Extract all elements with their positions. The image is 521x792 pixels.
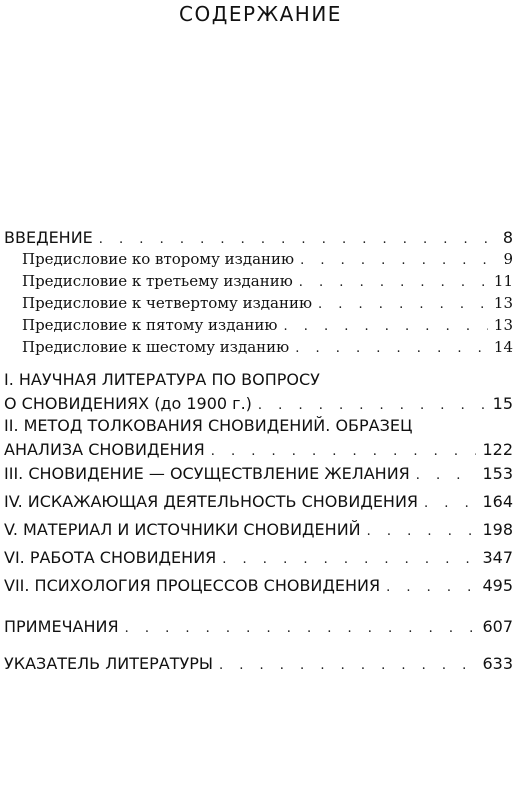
dot-leader <box>219 658 476 673</box>
toc-page-number: 9 <box>503 250 513 268</box>
toc-entry-label: ВВЕДЕНИЕ <box>4 228 93 247</box>
toc-entry-label: Предисловие к четвертому изданию <box>22 294 313 312</box>
toc-entry-chapter-4[interactable] <box>4 492 513 511</box>
toc-entry-label: III. СНОВИДЕНИЕ — ОСУЩЕСТВЛЕНИЕ ЖЕЛАНИЯ <box>4 464 410 483</box>
toc-entry-intro[interactable] <box>4 228 513 247</box>
page-title: СОДЕРЖАНИЕ <box>179 2 342 26</box>
toc-entry-chapter-2[interactable] <box>4 416 513 459</box>
toc-page-number: 122 <box>482 440 513 459</box>
toc-page-number: 15 <box>492 394 513 413</box>
toc-entry-label: Предисловие ко второму изданию <box>22 250 295 268</box>
toc-entry-label: Предисловие к пятому изданию <box>22 316 278 334</box>
dot-leader <box>318 297 488 312</box>
toc-page-number: 13 <box>493 294 513 312</box>
toc-entry-chapter-6[interactable] <box>4 548 513 567</box>
toc-page-number: 11 <box>493 272 513 290</box>
toc-entry-label: Предисловие к третьему изданию <box>22 272 293 290</box>
toc-entry-chapter-3[interactable] <box>4 464 513 483</box>
toc-entry-bibliography[interactable] <box>4 654 513 673</box>
toc-entry-label: VII. ПСИХОЛОГИЯ ПРОЦЕССОВ СНОВИДЕНИЯ <box>4 576 381 595</box>
toc-entry-chapter-7[interactable] <box>4 576 513 595</box>
toc-page-number: 347 <box>482 548 513 567</box>
dot-leader <box>424 496 476 511</box>
dot-leader <box>125 621 477 636</box>
dot-leader <box>300 253 489 268</box>
toc-entry-label: VI. РАБОТА СНОВИДЕНИЯ <box>4 548 217 567</box>
toc-entry-notes[interactable] <box>4 617 513 636</box>
dot-leader <box>386 580 476 595</box>
toc-page-number: 13 <box>493 316 513 334</box>
toc-entry-chapter-1[interactable] <box>4 370 513 413</box>
dot-leader <box>211 444 477 459</box>
dot-leader <box>99 232 489 247</box>
dot-leader <box>295 341 488 356</box>
toc-page-number: 14 <box>493 338 513 356</box>
toc-page-number: 633 <box>482 654 513 673</box>
dot-leader <box>283 319 487 334</box>
toc-entry-preface-5[interactable] <box>22 316 513 334</box>
toc-entry-label-line2: О СНОВИДЕНИЯХ (до 1900 г.) <box>4 394 252 413</box>
toc-entry-label-line1: I. НАУЧНАЯ ЛИТЕРАТУРА ПО ВОПРОСУ <box>4 370 320 389</box>
toc-entry-label: УКАЗАТЕЛЬ ЛИТЕРАТУРЫ <box>4 654 213 673</box>
toc-page-number: 164 <box>482 492 513 511</box>
toc-entry-preface-2[interactable] <box>22 250 513 268</box>
toc-entry-preface-4[interactable] <box>22 294 513 312</box>
toc-page-number: 153 <box>482 464 513 483</box>
toc-entry-label-line2: АНАЛИЗА СНОВИДЕНИЯ <box>4 440 205 459</box>
dot-leader <box>299 275 488 290</box>
dot-leader <box>367 524 477 539</box>
toc-entry-label-line1: II. МЕТОД ТОЛКОВАНИЯ СНОВИДЕНИЙ. ОБРАЗЕЦ <box>4 416 413 435</box>
toc-entry-chapter-5[interactable] <box>4 520 513 539</box>
toc-page-number: 607 <box>482 617 513 636</box>
toc-entry-label: Предисловие к шестому изданию <box>22 338 290 356</box>
dot-leader <box>258 398 487 413</box>
toc-page-number: 8 <box>502 228 513 247</box>
toc-entry-label: ПРИМЕЧАНИЯ <box>4 617 119 636</box>
toc-entry-label: IV. ИСКАЖАЮЩАЯ ДЕЯТЕЛЬНОСТЬ СНОВИДЕНИЯ <box>4 492 419 511</box>
toc-entry-preface-3[interactable] <box>22 272 513 290</box>
dot-leader <box>222 552 476 567</box>
toc-entry-label: V. МАТЕРИАЛ И ИСТОЧНИКИ СНОВИДЕНИЙ <box>4 520 361 539</box>
toc-entry-preface-6[interactable] <box>22 338 513 356</box>
dot-leader <box>416 468 477 483</box>
toc-page-number: 198 <box>482 520 513 539</box>
toc-page-number: 495 <box>482 576 513 595</box>
